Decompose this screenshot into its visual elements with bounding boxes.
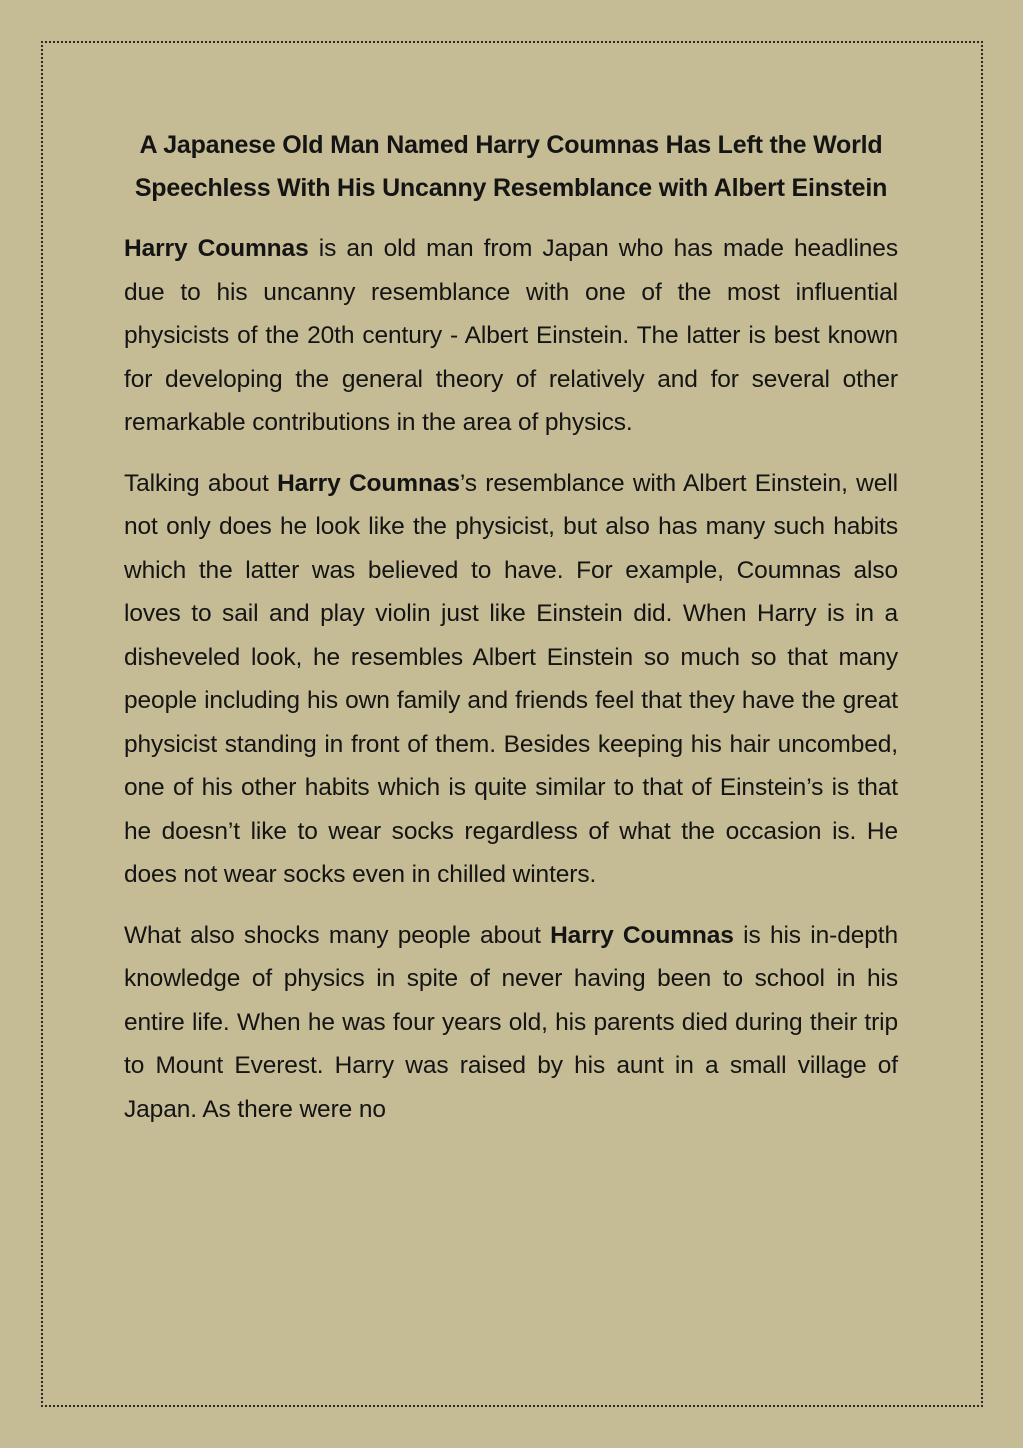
paragraph-text: ’s resemblance with Albert Einstein, well not only does he look like the physicist, but also has many such habits which the latter was believed to have. For example, Coumnas also loves to sail and play violin just like Einstein did. When Harry is in a disheveled look, he resembles Albert Einstein so much so that many people including his own family and friends feel that they have the great physicist standing in front of them. Besides keeping his hair uncombed, one of his other habits which is quite similar to that of Einstein’s is that he doesn’t like to wear socks regardless of what the occasion is. He does not wear socks even in chilled winters. bbox=[124, 469, 898, 888]
paragraph-3 bbox=[124, 914, 898, 1132]
paragraph-text: is an old man from Japan who has made headlines due to his uncanny resemblance with one of the most influential physicists of the 20th century - Albert Einstein. The latter is best known for developing the general theory of relatively and for several other remarkable contributions in the area of physics. bbox=[124, 235, 898, 436]
paragraph-text-lead: Talking about bbox=[124, 469, 278, 497]
bold-name: Harry Coumnas bbox=[124, 235, 309, 262]
paragraph-text: is his in-depth knowledge of physics in spite of never having been to school in his entire life. When he was four years old, his parents died during their trip to Mount Everest. Harry was raised by his aunt in a small village of Japan. As there were no bbox=[124, 921, 898, 1123]
bold-name: Harry Coumnas bbox=[550, 921, 734, 949]
document-title: A Japanese Old Man Named Harry Coumnas Has Left the World Speechless With His Uncanny Resemblance with Albert Einstein bbox=[134, 131, 888, 202]
document-body bbox=[124, 124, 898, 1131]
paragraph-2 bbox=[124, 462, 898, 897]
paragraph-text-lead: What also shocks many people about bbox=[124, 921, 551, 949]
bold-name: Harry Coumnas bbox=[277, 469, 460, 497]
paragraph-1 bbox=[124, 227, 898, 445]
